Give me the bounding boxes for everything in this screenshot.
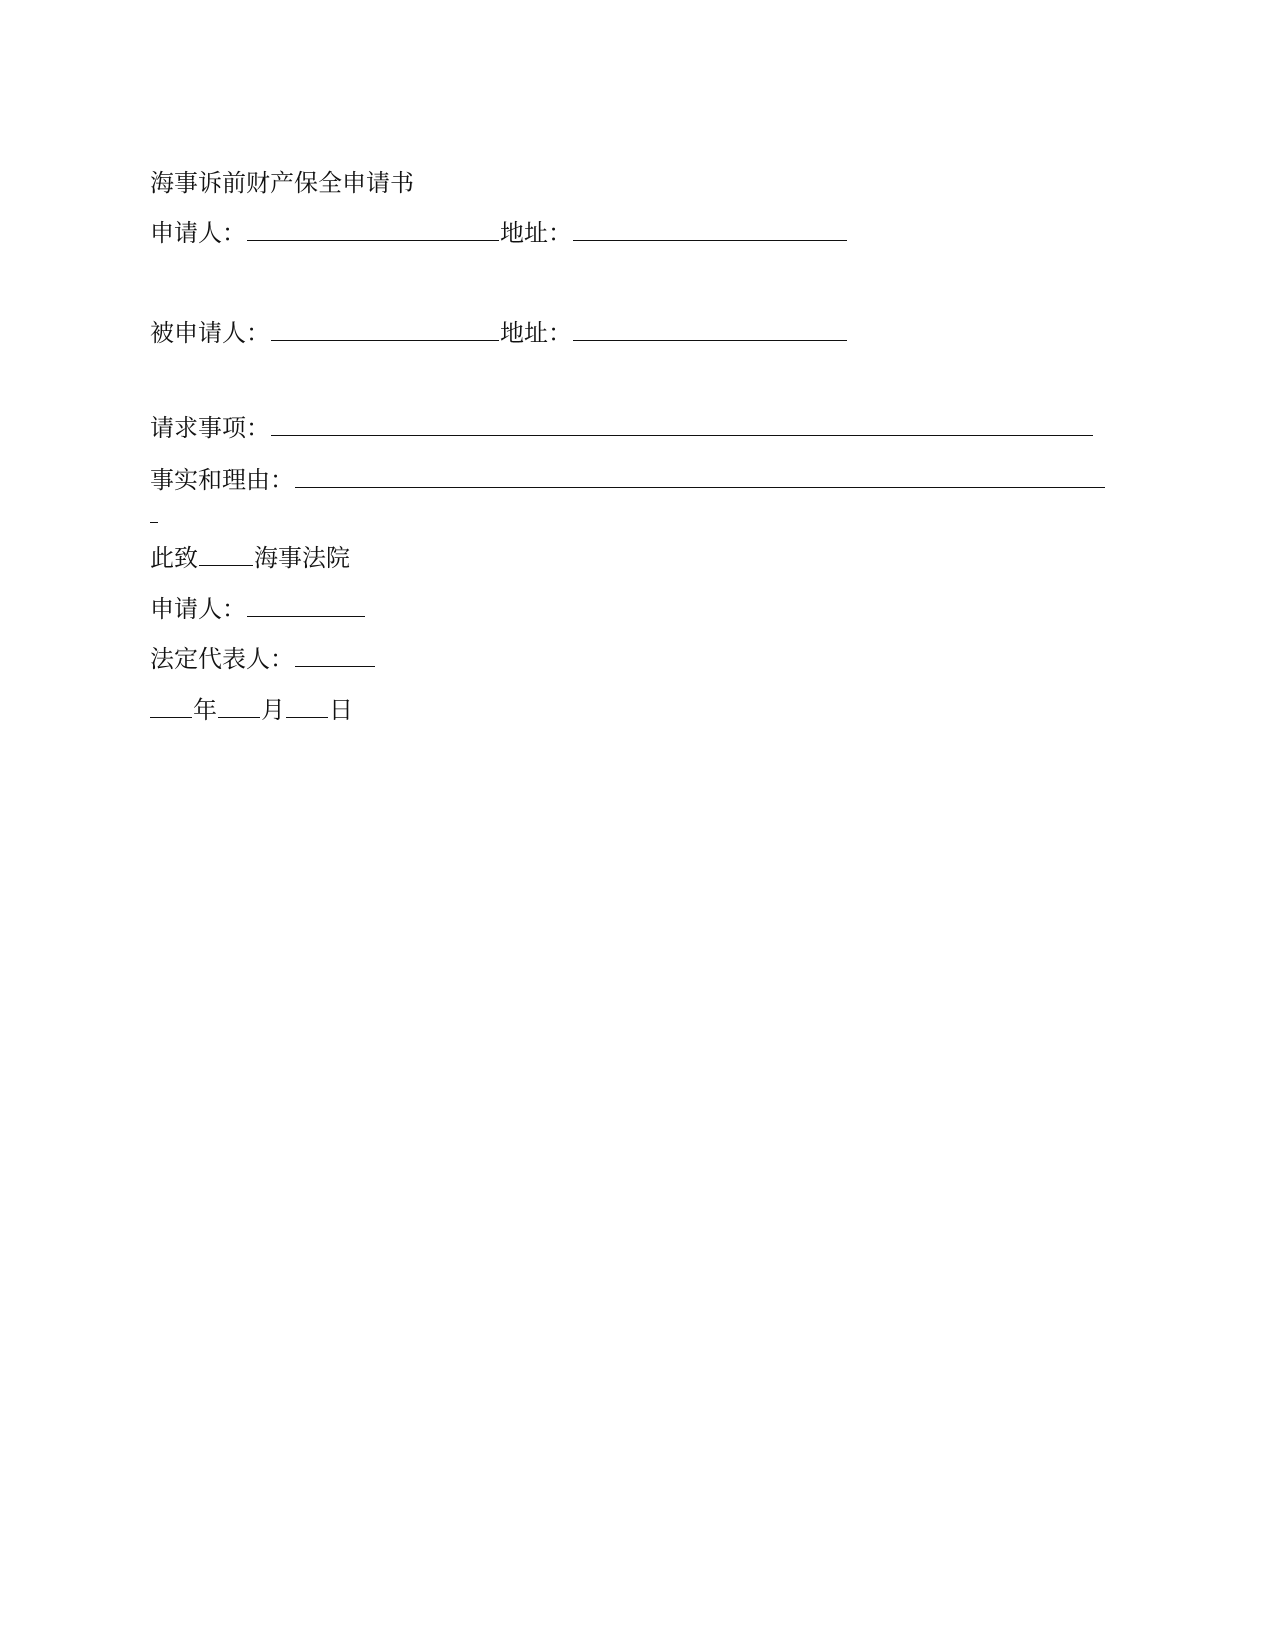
court-name-field[interactable] bbox=[199, 543, 253, 566]
signature-applicant-field[interactable] bbox=[247, 594, 365, 617]
document-title: 海事诉前财产保全申请书 bbox=[150, 169, 414, 197]
year-field[interactable] bbox=[150, 695, 192, 718]
day-label: 日 bbox=[329, 696, 353, 724]
facts-field-continuation[interactable] bbox=[150, 522, 158, 523]
applicant-label: 申请人： bbox=[150, 219, 246, 247]
legal-rep-label: 法定代表人： bbox=[150, 645, 294, 673]
signature-applicant-row bbox=[150, 594, 366, 624]
month-field[interactable] bbox=[218, 695, 260, 718]
date-row bbox=[150, 695, 353, 725]
legal-rep-row bbox=[150, 644, 376, 674]
claims-field[interactable] bbox=[271, 413, 1093, 436]
respondent-row bbox=[150, 318, 848, 348]
claims-row bbox=[150, 413, 1094, 443]
signature-applicant-label: 申请人： bbox=[150, 595, 246, 623]
claims-label: 请求事项： bbox=[150, 414, 270, 442]
applicant-address-label: 地址： bbox=[500, 219, 572, 247]
respondent-name-field[interactable] bbox=[271, 318, 499, 341]
year-label: 年 bbox=[193, 696, 217, 724]
facts-field[interactable] bbox=[295, 465, 1105, 488]
applicant-row bbox=[150, 218, 848, 248]
applicant-address-field[interactable] bbox=[573, 218, 847, 241]
applicant-name-field[interactable] bbox=[247, 218, 499, 241]
legal-rep-field[interactable] bbox=[295, 644, 375, 667]
respondent-address-field[interactable] bbox=[573, 318, 847, 341]
addressee-suffix: 海事法院 bbox=[254, 544, 350, 572]
respondent-label: 被申请人： bbox=[150, 319, 270, 347]
day-field[interactable] bbox=[286, 695, 328, 718]
respondent-address-label: 地址： bbox=[500, 319, 572, 347]
facts-row bbox=[150, 465, 1106, 495]
addressee-row bbox=[150, 543, 350, 573]
addressee-prefix: 此致 bbox=[150, 544, 198, 572]
facts-label: 事实和理由： bbox=[150, 466, 294, 494]
month-label: 月 bbox=[261, 696, 285, 724]
